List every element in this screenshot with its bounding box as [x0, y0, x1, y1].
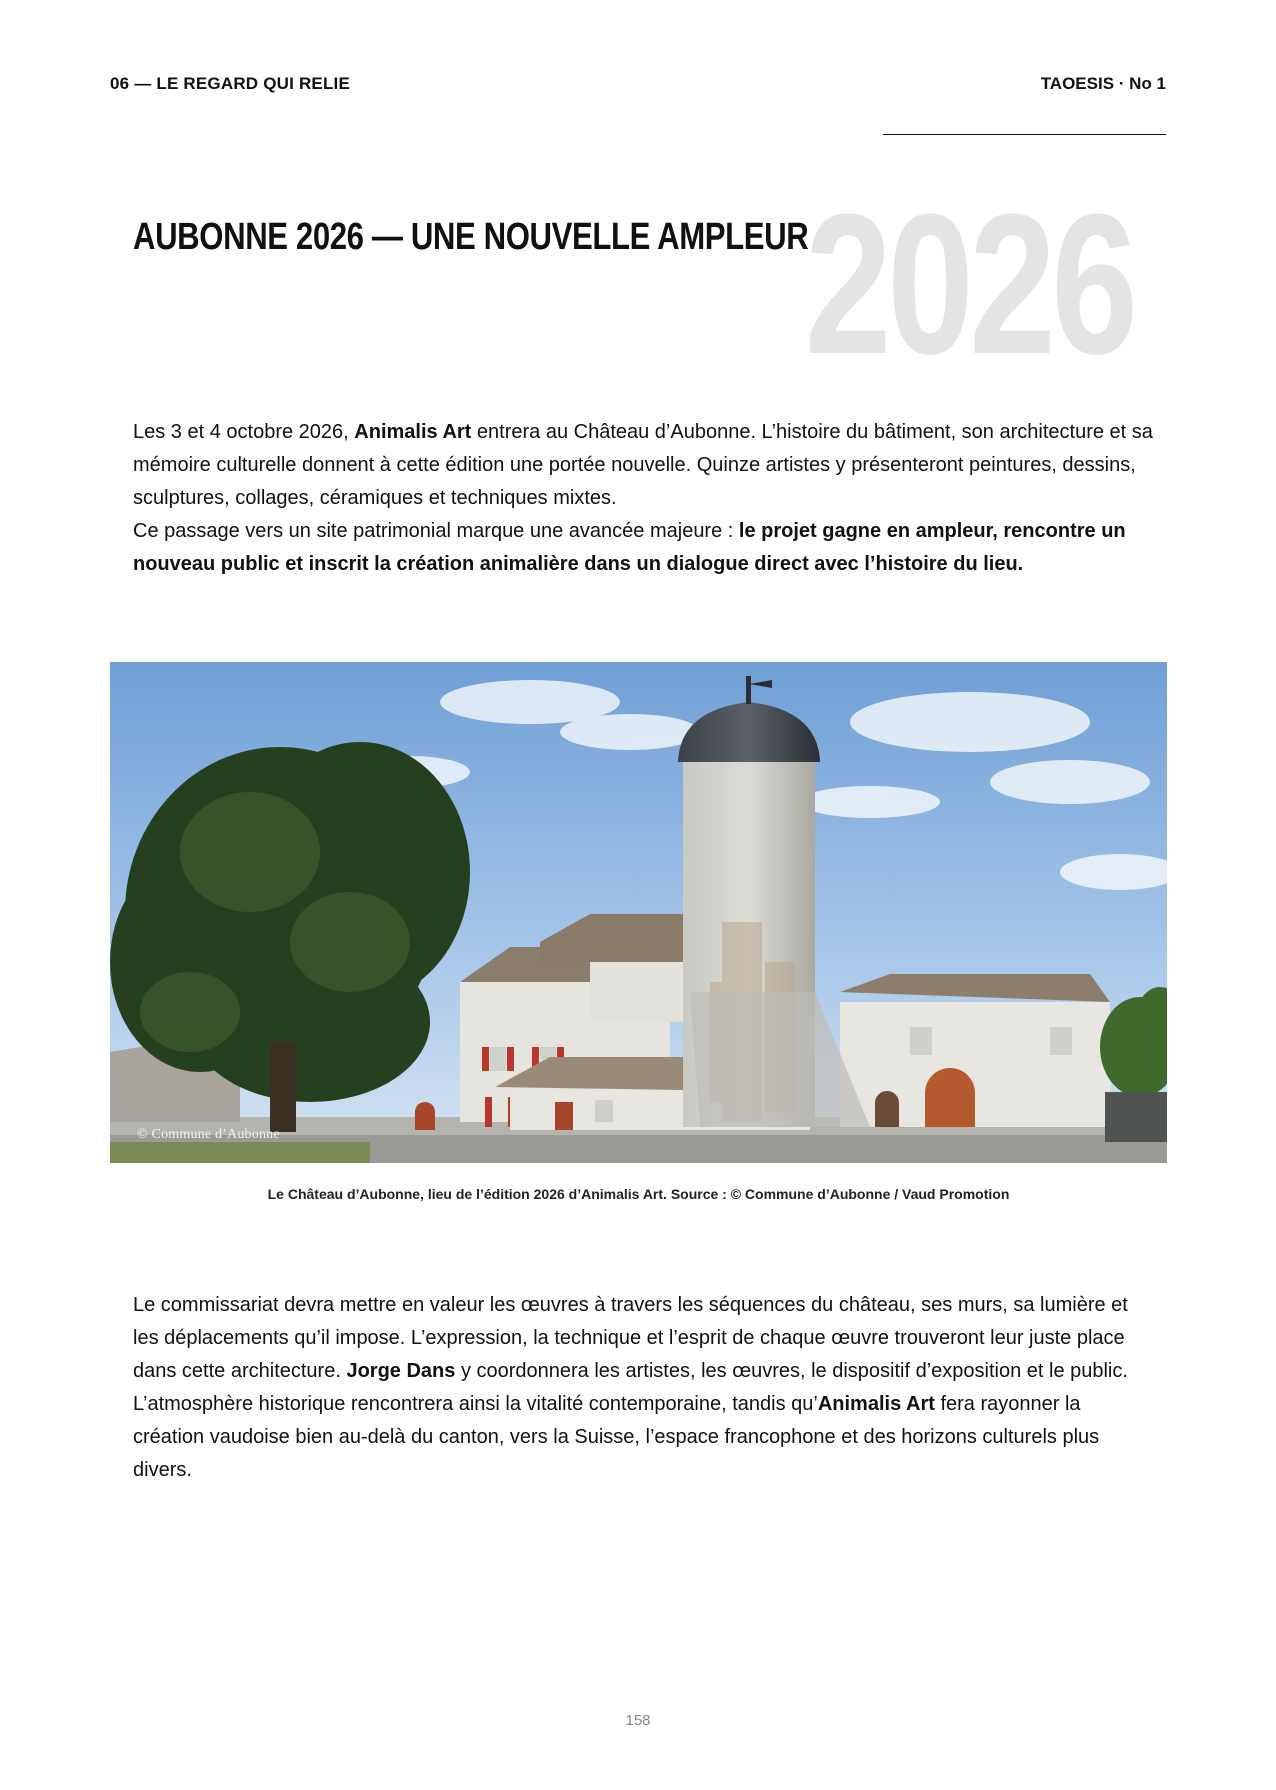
issue-header: TAOESIS · No 1: [1040, 74, 1166, 93]
chateau-illustration: [110, 662, 1167, 1163]
header-rule: [883, 134, 1166, 135]
closing-text: Le commissariat devra mettre en valeur les œuvres à travers les séquences du château, ses murs, sa lumière et les déplacements qu’il impose. L’expression, la technique et l’esprit de chaque œuvre trouveront leur juste place dans cette architecture. Jorge Dans y coordonnera les artistes, les œuvres, le dispositif d’exposition et le public. L’atmosphère historique rencontrera ainsi la vitalité contemporaine, tandis qu’Animalis Art fera rayonner la création vaudoise bien au-delà du canton, vers la Suisse, l’espace francophone et des horizons culturels plus divers.: [133, 1294, 1128, 1481]
brand-name: Animalis Art: [354, 421, 472, 443]
article-title: AUBONNE 2026 — UNE NOUVELLE AMPLEUR: [133, 216, 809, 258]
chateau-photo: [110, 662, 1167, 1163]
brand-name: Animalis Art: [817, 1393, 935, 1415]
intro-second-paragraph: Ce passage vers un site patrimonial marque une avancée majeure : le projet gagne en ampleur, rencontre un nouveau public et inscrit la création animalière dans un dialogue direct avec l’histoire du lieu.: [133, 520, 1126, 575]
intro-paragraph: [133, 416, 1153, 581]
intro-first-paragraph: Les 3 et 4 octobre 2026, Animalis Art entrera au Château d’Aubonne. L’histoire du bâtiment, son architecture et sa mémoire culturelle donnent à cette édition une portée nouvelle. Quinze artistes y présenteront peintures, dessins, sculptures, collages, céramiques et techniques mixtes.: [133, 421, 1153, 509]
closing-paragraph: [133, 1289, 1153, 1487]
section-header: 06 — LE REGARD QUI RELIE: [110, 74, 351, 93]
photo-caption: Le Château d’Aubonne, lieu de l’édition 2026 d’Animalis Art. Source : © Commune d’Aubonne / Vaud Promotion: [267, 1186, 1010, 1202]
year-watermark: 2026: [805, 173, 1134, 396]
page-number: 158: [625, 1712, 651, 1729]
highlight-text: le projet gagne en ampleur, rencontre un nouveau public et inscrit la création animalière dans un dialogue direct avec l’histoire du lieu.: [133, 520, 1126, 575]
photo-credit: © Commune d’Aubonne: [137, 1127, 280, 1142]
curator-name: Jorge Dans: [346, 1360, 456, 1382]
